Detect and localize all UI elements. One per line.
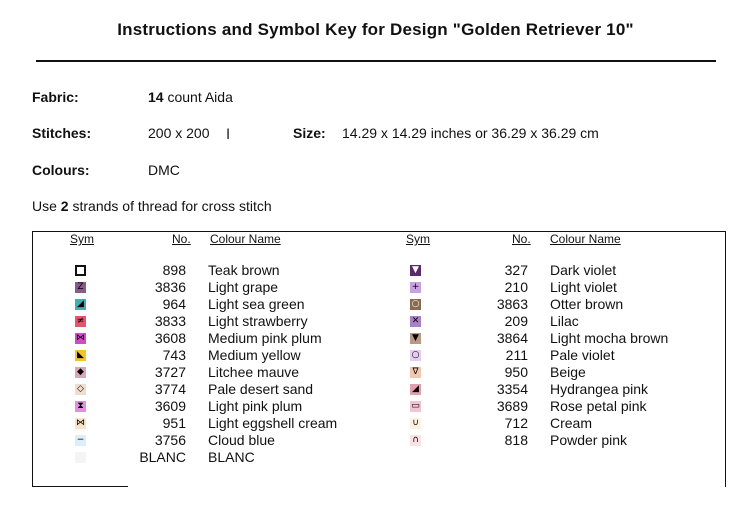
stitch-symbol-icon: ≠ [76,316,85,326]
stitch-symbol-icon: ⋈ [76,333,85,343]
dmc-number: 3774 [154,381,186,397]
note-strands: 2 [60,198,69,214]
sym-header-right: Sym [406,232,430,246]
stitch-symbol-icon [75,452,86,463]
colour-name: Cream [550,415,593,431]
stitch-symbol-icon: ◆ [75,367,86,378]
fabric-rest: count Aida [167,89,233,105]
name-header-right: Colour Name [550,232,621,246]
page-title: Instructions and Symbol Key for Design "Golden Retriever 10" [117,20,634,39]
dmc-number: 3609 [154,398,186,414]
dmc-number: 327 [504,262,528,278]
title-underline [36,60,716,62]
dmc-number: 210 [504,279,528,295]
colour-name: Powder pink [550,432,628,448]
colour-name: Hydrangea pink [550,381,649,397]
size-value: 14.29 x 14.29 inches or 36.29 x 36.29 cm [342,125,599,141]
colours-label: Colours: [32,162,90,178]
stitch-symbol-icon: ◢ [410,384,421,395]
dmc-number: 3863 [496,296,528,312]
colours-value: DMC [148,162,180,178]
stitch-symbol-icon: ◣ [75,350,86,361]
dmc-number: 3833 [154,313,186,329]
colour-name: Light sea green [208,296,305,312]
colour-name: Pale desert sand [208,381,314,397]
thread-note [32,198,272,214]
colour-name: Light violet [550,279,617,295]
note-post: strands of thread for cross stitch [72,198,272,214]
fabric-count: 14 [148,89,164,105]
stitch-symbol-icon: ▭ [411,401,420,411]
stitch-symbol-icon [75,265,86,276]
stitch-symbol-icon: ◇ [75,384,86,395]
stitch-symbol-icon: ∇ [410,367,421,378]
stitch-symbol-icon: + [411,282,420,292]
stitch-symbol-icon: ✕ [411,316,420,326]
dmc-number: 211 [505,347,528,363]
colour-name: Dark violet [550,262,617,278]
stitch-symbol-icon: Z [75,282,86,293]
dmc-number: 3864 [496,330,528,346]
stitch-symbol-icon: ∪ [410,418,421,429]
colour-name: Rose petal pink [550,398,647,414]
dmc-number: 3727 [154,364,186,380]
text-cursor-icon: I [226,127,231,143]
dmc-number: 3354 [496,381,528,397]
dmc-number: 3756 [154,432,186,448]
dmc-number: 964 [162,296,186,312]
sym-header-left: Sym [70,232,94,246]
dmc-number: 951 [162,415,186,431]
stitch-symbol-icon: ⋈ [76,418,85,428]
colour-name: Light mocha brown [550,330,669,346]
stitch-symbol-icon: − [76,435,85,445]
colour-name: Teak brown [208,262,280,278]
dmc-number: 743 [162,347,186,363]
colour-name: Medium yellow [208,347,301,363]
dmc-number: 898 [162,262,186,278]
fabric-label: Fabric: [32,89,79,105]
stitch-symbol-icon: ○ [411,350,420,360]
stitch-symbol-icon: ◢ [75,299,86,310]
dmc-number: 3836 [154,279,186,295]
colour-name: Light eggshell cream [208,415,338,431]
dmc-number: 209 [504,313,528,329]
name-header-left: Colour Name [210,232,281,246]
colour-name: Pale violet [550,347,615,363]
dmc-number: 3608 [154,330,186,346]
dmc-number: 950 [504,364,528,380]
stitches-value: 200 x 200 [148,125,210,141]
stitch-symbol-icon: ▼ [410,333,421,344]
note-pre: Use [32,198,57,214]
colour-name: Light strawberry [208,313,308,329]
dmc-number: 3689 [496,398,528,414]
stitch-symbol-icon: ∩ [410,435,421,446]
colour-name: BLANC [208,449,255,465]
colour-name: Medium pink plum [208,330,322,346]
colour-name: Beige [550,364,586,380]
colour-name: Otter brown [550,296,624,312]
colour-name: Lilac [550,313,579,329]
size-label: Size: [293,125,326,141]
no-header-right: No. [512,232,531,246]
dmc-number: BLANC [139,449,186,465]
stitch-symbol-icon: ○ [411,299,420,309]
colour-name: Light grape [208,279,279,295]
no-header-left: No. [172,232,191,246]
colour-name: Litchee mauve [208,364,300,380]
stitches-label: Stitches: [32,125,92,141]
dmc-number: 818 [504,432,528,448]
fabric-value [148,89,233,105]
stitch-symbol-icon: ⧗ [75,401,86,412]
colour-name: Light pink plum [208,398,303,414]
colour-name: Cloud blue [208,432,275,448]
stitch-symbol-icon: ▼ [410,265,421,276]
dmc-number: 712 [504,415,528,431]
key-box-bottom-line [32,486,128,487]
